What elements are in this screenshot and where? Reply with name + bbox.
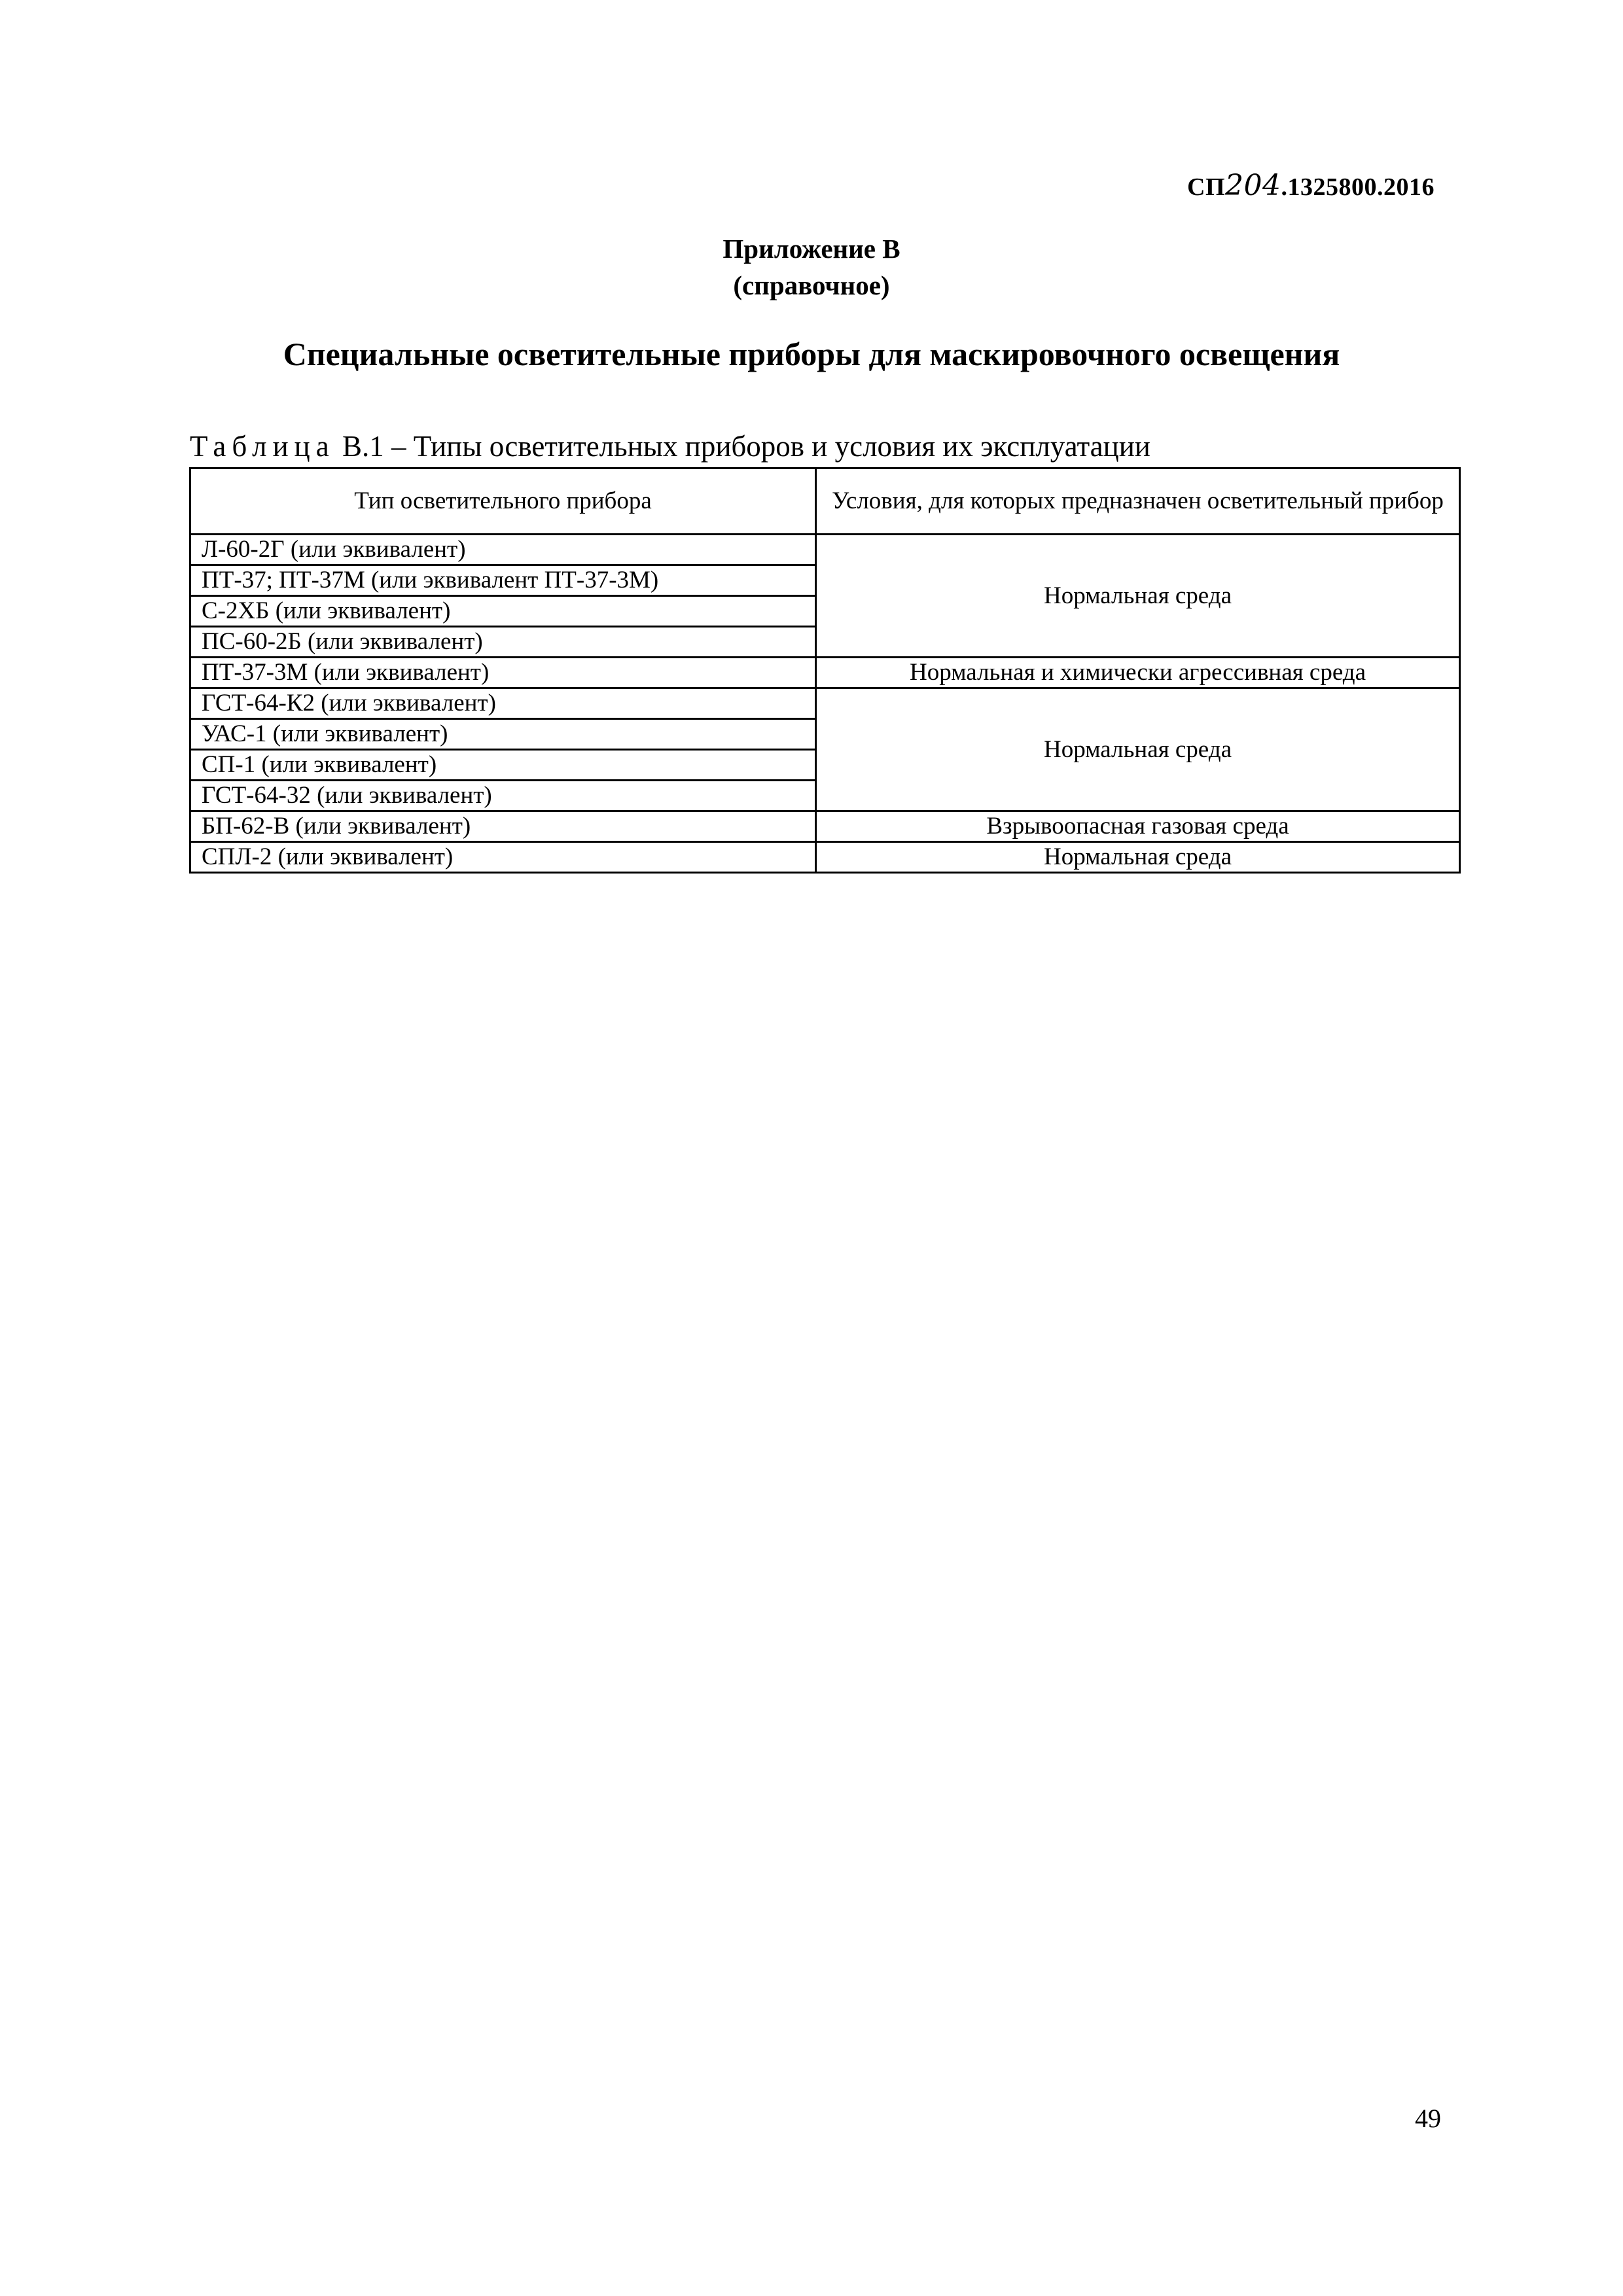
document-code-handwritten: 204 <box>1225 169 1281 202</box>
table-body <box>190 535 1460 873</box>
devices-table <box>189 467 1461 874</box>
table-caption-number: В.1 <box>342 430 384 463</box>
table-row <box>190 842 1460 873</box>
table-row <box>190 688 1460 719</box>
device-cell: ПТ-37; ПТ-37М (или эквивалент ПТ-37-3М) <box>190 565 816 596</box>
device-cell: ГСТ-64-32 (или эквивалент) <box>190 781 816 811</box>
appendix-title: Приложение В <box>722 234 901 264</box>
device-cell: УАС-1 (или эквивалент) <box>190 719 816 750</box>
device-cell: С-2ХБ (или эквивалент) <box>190 596 816 627</box>
page-number: 49 <box>1415 2104 1441 2133</box>
table-caption-label: Таблица <box>190 430 335 463</box>
appendix-block <box>0 230 1623 304</box>
device-cell: ГСТ-64-К2 (или эквивалент) <box>190 688 816 719</box>
device-cell: ПТ-37-3М (или эквивалент) <box>190 658 816 688</box>
device-cell: БП-62-В (или эквивалент) <box>190 811 816 842</box>
appendix-subtitle: (справочное) <box>733 270 890 300</box>
header-device-type: Тип осветительного прибора <box>190 468 816 535</box>
device-cell: СП-1 (или эквивалент) <box>190 750 816 781</box>
conditions-cell: Нормальная среда <box>816 535 1460 658</box>
table-caption-text: – Типы осветительных приборов и условия их эксплуатации <box>383 430 1150 463</box>
table-row <box>190 811 1460 842</box>
table-row <box>190 658 1460 688</box>
table-caption <box>190 429 1150 463</box>
document-code <box>1187 169 1435 202</box>
conditions-cell: Нормальная среда <box>816 842 1460 873</box>
section-heading: Специальные осветительные приборы для маскировочного освещения <box>283 336 1340 372</box>
table-header-row <box>190 468 1460 535</box>
device-cell: Л-60-2Г (или эквивалент) <box>190 535 816 565</box>
device-cell: ПС-60-2Б (или эквивалент) <box>190 627 816 658</box>
document-code-suffix: .1325800.2016 <box>1281 173 1435 201</box>
conditions-cell: Нормальная среда <box>816 688 1460 811</box>
header-conditions: Условия, для которых предназначен осветительный прибор <box>816 468 1460 535</box>
conditions-cell: Нормальная и химически агрессивная среда <box>816 658 1460 688</box>
conditions-cell: Взрывоопасная газовая среда <box>816 811 1460 842</box>
document-code-prefix: СП <box>1187 173 1226 201</box>
table-row <box>190 535 1460 565</box>
device-cell: СПЛ-2 (или эквивалент) <box>190 842 816 873</box>
